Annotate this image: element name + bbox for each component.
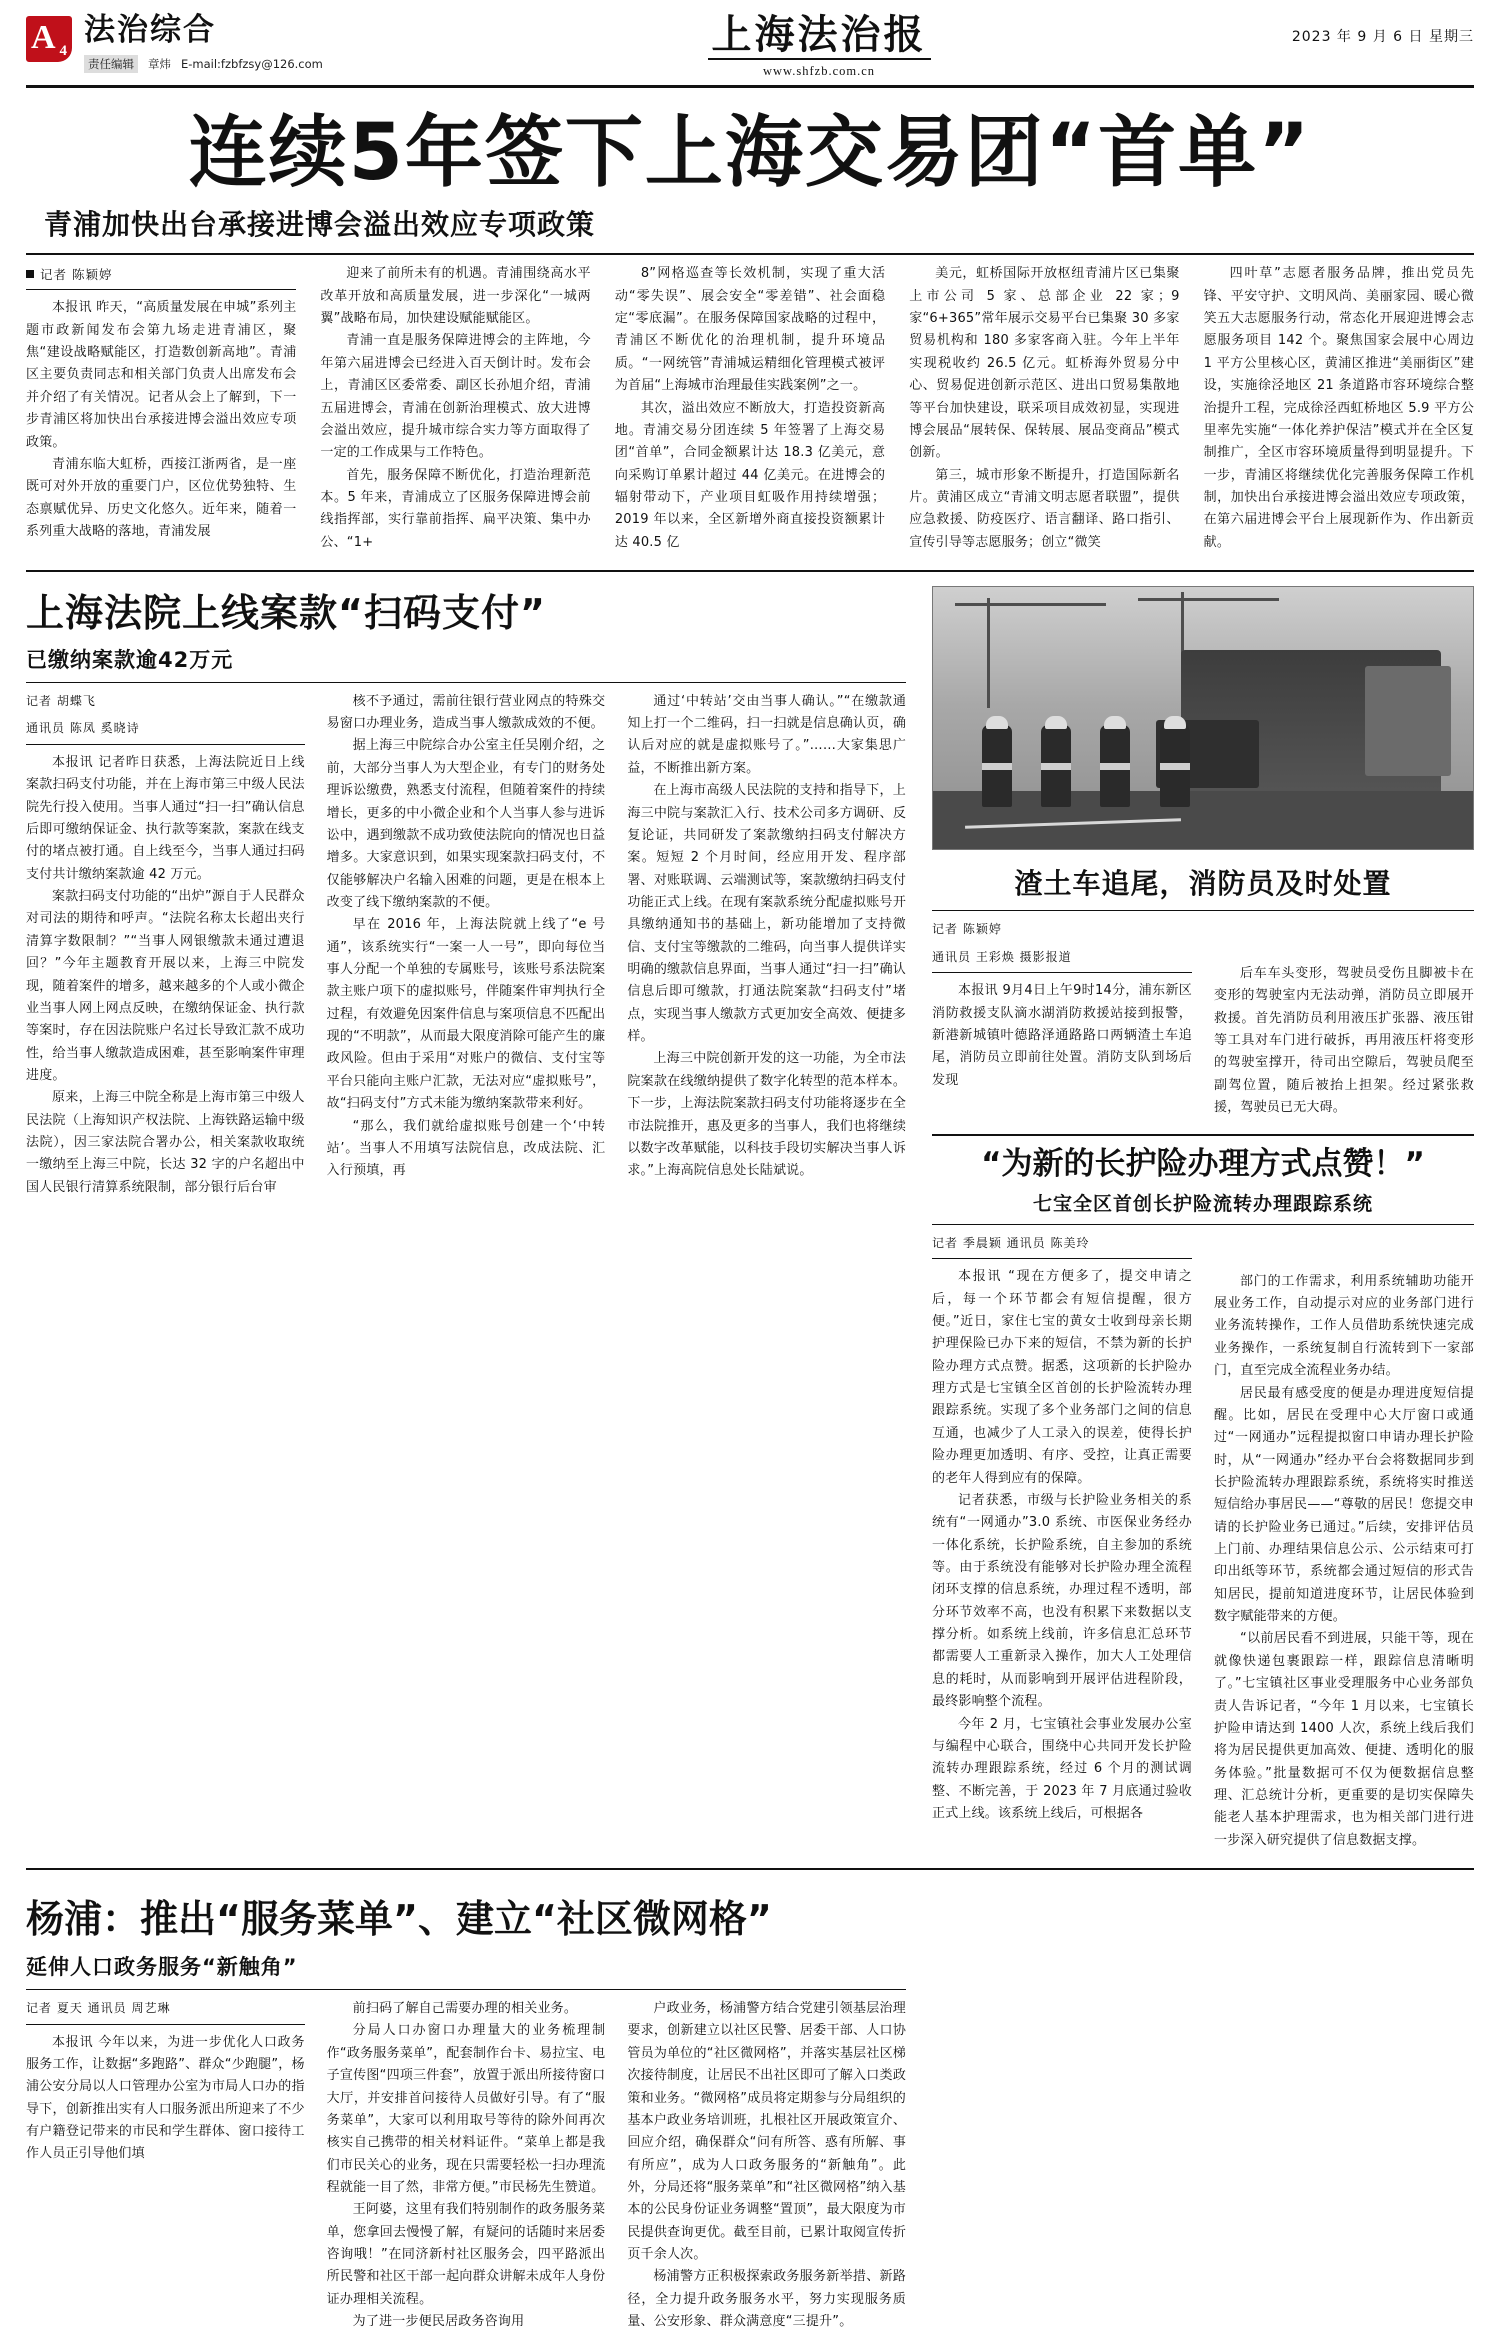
court-col1-text [26,752,305,1199]
court-article-title: 上海法院上线案款“扫码支付” [26,591,546,636]
photo-col-1 [932,919,1192,1120]
firefighter [1160,725,1190,807]
article-lead [26,110,1474,554]
article-court-payment [26,586,906,1852]
paragraph: 杨浦警方正积极探索政务服务新举措、新路径，全力提升政务服务水平，努力实现服务质量、公安形象、群众满意度“三提升”。 [627,2269,907,2330]
divider [26,1989,906,1990]
insurance-columns [932,1233,1474,1852]
divider [26,570,1474,572]
editor-info [84,55,464,73]
masthead-center [464,11,1174,79]
helmet-icon [1164,716,1186,729]
right-column [932,586,1474,1852]
paragraph: 分局人口办窗口办理量大的业务梳理制作“政务服务菜单”，配套制作台卡、易拉宝、电子宣传图“四项三件套”，放置于派出所接待窗口大厅，并安排首问接待人员做好引导。有了“服务菜单”，大家可以利用取号等待的除外间再次核实自己携带的相关材料证件。“菜单上都是我们市民关心的业务，现在只需要轻松一扫办理流程就能一目了然，非常方便。”市民杨先生赞道。 [326,2023,606,2195]
divider [26,289,296,290]
insurance-byline [932,1233,1192,1255]
editor-label: 责任编辑 [84,55,138,73]
issue-date: 2023 年 9 月 6 日 星期三 [1291,29,1474,45]
paragraph: 本报讯 “现在方便多了，提交申请之后，每一个环节都会有短信提醒，很方便。”近日，家住七宝的黄女士收到母亲长期护理保险已办下来的短信，不禁为新的长护险办理方式点赞。据悉，这项新的长护险办理方式是七宝镇全区首创的长护险流转办理跟踪系统。实现了多个业务部门之间的信息互通，也减少了人工录入的误差，使得长护险办理更加透明、有序、受控，让真正需要的老年人得到应有的保障。 [932,1269,1192,1486]
lead-byline [26,265,296,283]
yangpu-columns [26,1998,906,2333]
paragraph: 在上海市高级人民法院的支持和指导下，上海三中院与案款汇入行、技术公司多方调研、反复论证，共同研发了案款缴纳扫码支付解决方案。短短 2 个月时间，经应用开发、程序部署、对账联调、云端测试等，案款缴纳扫码支付功能正式上线。在现有案款系统分配虚拟账号开具缴纳通知书的基础上，新功能增加了支持微信、支付宝等缴款的二维码，向当事人提供详实明确的缴款信息界面，当事人通过“扫一扫”确认信息后即可缴款，打通法院案款“扫码支付”堵点，实现当事人缴款方式更加安全高效、便捷多样。 [627,783,907,1045]
paragraph: 本报讯 记者昨日获悉，上海法院近日上线案款扫码支付功能，并在上海市第三中级人民法院先行投入使用。当事人通过“扫一扫”确认信息后即可缴纳保证金、执行款等案款，案款在线支付的堵点被打通。自上线至今，当事人通过扫码支付共计缴纳案款逾 42 万元。 [26,754,305,882]
masthead [26,11,1474,88]
court-article-subtitle: 已缴纳案款逾42万元 [26,647,234,672]
lead-col-1 [26,263,296,554]
paragraph: 今年 2 月，七宝镇社会事业发展办公室与编程中心联合，围绕中心共同开发长护险流转办理跟踪系统，经过 6 个月的测试调整、不断完善，于 2023 年 7 月底通过验收正式上线。该系统上线后，可根据各 [932,1716,1192,1821]
bottom-right-spacer [932,1880,1474,2333]
paragraph: 本报讯 9月4日上午9时14分，浦东新区消防救援支队滴水湖消防救援站接到报警，新港新城镇叶德路泽通路路口两辆渣土车追尾，消防员立即前往处置。消防支队到场后发现 [932,983,1192,1088]
court-col-1 [26,691,305,1199]
divider [932,910,1474,911]
reflective-stripe [1041,763,1071,770]
yangpu-col2-text [327,1998,606,2333]
paper-url: www.shfzb.com.cn [762,64,876,78]
section-title: 法治综合 [84,12,216,48]
lead-col3-text [615,263,885,554]
firefighter [982,725,1012,807]
yangpu-col-3 [627,1998,906,2333]
paragraph: 王阿婆，这里有我们特别制作的政务服务菜单，您拿回去慢慢了解，有疑问的话随时来居委咨询哦！”在同济新村社区服务会，四平路派出所民警和社区干部一起向群众讲解未成年人身份证办理相关流程。 [326,2202,606,2307]
middle-band [26,586,1474,1852]
divider [932,1258,1192,1259]
photo-byline-1: 记者 陈颖婷 [932,922,1002,937]
reflective-stripe [982,763,1012,770]
paragraph: 后车车头变形，驾驶员受伤且脚被卡在变形的驾驶室内无法动弹，消防员立即展开救援。首先消防员利用液压扩张器、液压钳等工具对车门进行破拆，再用液压杆将变形的驾驶室撑开，待司出空隙后，驾驶员爬至副驾位置，随后被抬上担架。经过紧张救援，驾驶员已无大碍。 [1214,966,1474,1116]
lead-columns [26,263,1474,554]
photo-byline [932,919,1192,968]
fire-rescue-photo [932,586,1474,850]
paragraph: 本报讯 昨天，“高质量发展在申城”系列主题市政新闻发布会第九场走进青浦区，聚焦“建设战略赋能区，打造数创新高地”。青浦区主要负责同志和相关部门负责人出席发布会并介绍了有关情况。记者从会上了解到，下一步青浦区将加快出台承接进博会溢出效应专项政策。 [26,300,297,450]
paragraph: 四叶草”志愿者服务品牌，推出党员先锋、平安守护、文明风尚、美丽家园、暖心微笑五大志愿服务行动，常态化开展迎进博会志愿服务项目 142 个。聚焦国家会展中心周边 1 平方公里核心区，黄浦区推进“美丽街区”建设，实施徐泾地区 21 条道路市容环境综合整治提升工程，完成徐泾西虹桥地区 5.9 平方公里率先实施“一体化养护保洁”模式并在全区复制推广，全区市容环境质量得到明显提升。下一步，青浦区将继续优化完善服务保障工作机制，加快出台承接进博会溢出效应专项政策，在第六届进博会平台上展现新作为、作出新贡献。 [1203,266,1475,550]
divider [26,2024,305,2025]
lead-col-4 [909,263,1179,554]
lead-col2-text [320,263,590,554]
photo-col1-text [932,980,1192,1092]
yangpu-byline-text: 记者 夏天 通讯员 周艺琳 [26,2001,171,2016]
court-byline-2: 通讯员 陈凤 奚晓诗 [26,721,140,736]
paragraph: 原来，上海三中院全称是上海市第三中级人民法院（上海知识产权法院、上海铁路运输中级法院），因三家法院合署办公，相关案款收取统一缴纳至上海三中院，长达 32 字的户名超出中国人民银行清算系统限制，部分银行后台审 [26,1090,305,1195]
court-col2-text [327,691,606,1183]
divider [932,1134,1474,1136]
paragraph: 其次，溢出效应不断放大，打造投资新高地。青浦交易分团连续 5 年签署了上海交易团“首单”，合同金额累计达 18.3 亿美元，意向采购订单累计超过 44 亿美元。在进博会的辐射带动下，产业项目虹吸作用持续增强；2019 年以来，全区新增外商直接投资额累计达 40.5 亿 [614,400,886,550]
yangpu-byline [26,1998,305,2020]
article-yangpu [26,1880,906,2333]
paragraph: “那么，我们就给虚拟账号创建一个‘中转站’。当事人不用填写法院信息，改成法院、汇入行预填，再 [326,1118,606,1179]
yangpu-col3-text [627,1998,906,2333]
divider [26,682,906,683]
page-number-badge [26,16,72,62]
helmet-icon [1104,716,1126,729]
court-col-2 [327,691,606,1199]
page-badge-letter: A [31,19,56,56]
insurance-article-title: “为新的长护险办理方式点赞！” [981,1145,1425,1182]
helmet-icon [986,716,1008,729]
court-byline [26,691,305,740]
insurance-col-2 [1214,1233,1474,1852]
insurance-byline-text: 记者 季晨颖 通讯员 陈美玲 [932,1235,1090,1250]
photo-col-2 [1214,919,1474,1120]
paragraph: 为了进一步便民居政务咨询用 [352,2314,525,2330]
court-col3-text [627,691,906,1183]
helmet-icon [1045,716,1067,729]
yangpu-col-1 [26,1998,305,2333]
paragraph: 前扫码了解自己需要办理的相关业务。 [352,2001,578,2017]
lead-col4-text [909,263,1179,554]
yangpu-article-subtitle: 延伸人口政务服务“新触角” [26,1955,298,1980]
paragraph: 记者获悉，市级与长护险业务相关的系统有“一网通办”3.0 系统、市医保业务经办一体化系统，长护险系统，自主参加的系统等。由于系统没有能够对长护险办理全流程闭环支撑的信息系统，办理过程不透明，部分环节效率不高，也没有积累下来数据以支撑分析。如系统上线前，许多信息汇总环节都需要人工重新录入操作，加大人工处理信息的耗时，从而影响到开展评估进程阶段，最终影响整个流程。 [932,1492,1192,1710]
paragraph: 核不予通过，需前往银行营业网点的特殊交易窗口办理业务，造成当事人缴款成效的不便。 [326,693,606,732]
paragraph: 上海三中院创新开发的这一功能，为全市法院案款在线缴纳提供了数字化转型的范本样本。下一步，上海法院案款扫码支付功能将逐步在全市法院推开，惠及更多的当事人，我们也将继续以数字改革赋能，以科技手段切实解决当事人诉求。”上海高院信息处长陆斌说。 [627,1051,907,1179]
photo-col2-text [1214,919,1474,1120]
paragraph: 8”网格巡查等长效机制，实现了重大活动“零失误”、展会安全“零差错”、社会面稳定“零底漏”。在服务保障国家战略的过程中，青浦区不断优化的治理机制，提升环境品质。“一网统管”青浦城运精细化管理模式被评为首届“上海城市治理最佳实践案例”之一。 [614,266,886,394]
paragraph: 居民最有感受度的便是办理进度短信提醒。比如，居民在受理中心大厅窗口或通过“一网通办”远程提拟窗口申请办理长护险时，从“一网通办”经办平台会将数据同步到长护险流转办理跟踪系统，系统将实时推送短信给办事居民——“尊敬的居民！您提交申请的长护险业务已通过。”后续，安排评估员上门前、办理结果信息公示、公示结束可打印出纸等环节，系统都会通过短信的形式告知居民，提前知道进度环节，让居民体验到数字赋能带来的方便。 [1214,1385,1474,1625]
crane-icon [987,598,990,708]
crane-icon [955,603,1106,606]
paragraph: 首先，服务保障不断优化，打造治理新范本。5 年来，青浦成立了区服务保障进博会前线指挥部，实行靠前指挥、扁平决策、集中办公、“1+ [320,467,591,550]
paragraph: 青浦一直是服务保障进博会的主阵地，今年第六届进博会已经进入百天倒计时。发布会上，青浦区区委常委、副区长孙旭介绍，青浦五届进博会，青浦在创新治理模式、放大进博会溢出效应，提升城市综合实力等方面取得了一定的工作成果与工作特色。 [320,333,591,461]
crane-icon [1138,598,1278,601]
divider [932,972,1192,973]
page-badge-number: 4 [59,43,67,59]
lead-col-5 [1204,263,1474,554]
lead-byline-text: 记者 陈颖婷 [40,267,113,283]
paragraph: 早在 2016 年，上海法院就上线了“e 号通”，该系统实行“一案一人一号”，即向每位当事人分配一个单独的专属账号，该账号系法院案款主账户项下的虚拟账号，伴随案件审判执行全过程，有效避免因案件信息与案项信息不匹配出现的“不明款”，从而最大限度消除可能产生的廉政风险。但由于采用“对账户的微信、支付宝等平台只能向主账户汇款，无法对应“虚拟账号”，故“扫码支付”方式未能为缴纳案款带来利好。 [326,917,606,1112]
paragraph: 部门的工作需求，利用系统辅助功能开展业务工作，自动提示对应的业务部门进行业务流转操作，工作人员借助系统快速完成业务操作，一系统复制自行流转到下一家部门，直至完成全流程业务办结。 [1214,1273,1474,1379]
lead-subhead: 青浦加快出台承接进博会溢出效应专项政策 [44,208,596,242]
paper-title: 上海法治报 [708,14,931,60]
truck-cab [1365,666,1451,776]
court-columns [26,691,906,1199]
bottom-band [26,1880,1474,2333]
divider [26,744,305,745]
lead-headline: 连续5年签下上海交易团“首单” [188,108,1312,198]
paragraph: 美元，虹桥国际开放枢纽青浦片区已集聚上市公司 5 家、总部企业 22 家；9 家“6+365”常年展示交易平台已集聚 30 多家贸易机构和 180 多家客商入驻。今年上半年实现税收约 26.5 亿元。虹桥海外贸易分中心、贸易促进创新示范区、进出口贸易集散地等平台加快建设，联采项目成效初显，实现进博会展品“展转保、保转展、展品变商品”模式创新。 [909,266,1180,461]
paragraph: 第三，城市形象不断提升，打造国际新名片。黄浦区成立“青浦文明志愿者联盟”，提供应急救援、防疫医疗、语言翻译、路口指引、宣传引导等志愿服务；创立“微笑 [909,467,1180,550]
masthead-left [84,14,464,73]
photo-ground [933,791,1473,849]
firefighter [1100,725,1130,807]
editor-name: 章炜 [148,56,171,71]
photo-byline-2: 通讯员 王彩焕 摄影报道 [932,949,1072,964]
yangpu-article-title: 杨浦：推出“服务菜单”、建立“社区微网格” [26,1897,772,1942]
court-col-3 [627,691,906,1199]
photo-article-columns [932,919,1474,1120]
paragraph: 案款扫码支付功能的“出炉”源自于人民群众对司法的期待和呼声。“法院名称太长超出夹行清算字数限制？”“当事人网银缴款未通过遭退回？”今年主题教育开展以来，上海三中院发现，随着案件的增多，越来越多的个人或小微企业当事人网上网点反映，在缴纳保证金、执行款等案时，存在因法院账户名过长导致汇款不成功性，给当事人缴款造成困难，甚至影响案件审理进度。 [26,889,305,1083]
paragraph: 青浦东临大虹桥，西接江浙两省，是一座既可对外开放的重要门户，区位优势独特、生态禀赋优异、历史文化悠久。近年来，随着一系列重大战略的落地，青浦发展 [26,456,297,539]
paragraph: 通过‘中转站’交由当事人确认。”“在缴款通知上打一个二维码，扫一扫就是信息确认页，确认后对应的就是虚拟账号了。”……大家集思广益，不断推出新方案。 [627,693,907,776]
yangpu-col-2 [327,1998,606,2333]
lead-col-3 [615,263,885,554]
paragraph: 据上海三中院综合办公室主任吴刚介绍，之前，大部分当事人为大型企业，有专门的财务处理诉讼缴费，熟悉支付流程，但随着案件的持续增长，更多的中小微企业和个人当事人参与进诉讼中，遇到缴款不成功致使法院向的情况也日益增多。大家意识到，如果实现案款扫码支付，不仅能够解决户名输入困难的问题，更是在根本上改变了线下缴纳案款的不便。 [326,738,606,910]
paragraph: 户政业务，杨浦警方结合党建引领基层治理要求，创新建立以社区民警、居委干部、人口协管员为单位的“社区微网格”，并落实基层社区梯次接待制度，让居民不出社区即可了解入口类政策和业务。“微网格”成员将定期参与分局组织的基本户政业务培训班，扎根社区开展政策宣介、回应介绍，确保群众“问有所答、惑有所解、事有所应”，成为人口政务服务的“新触角”。此外，分局还将“服务菜单”和“社区微网格”纳入基本的公民身份证业务调整“置顶”，最大限度为市民提供查询更优。截至目前，已累计取阅宣传折页千余人次。 [627,2001,907,2263]
reflective-stripe [1160,763,1190,770]
divider [26,1868,1474,1870]
insurance-col2-text [1214,1233,1474,1852]
yangpu-col1-text [26,2032,305,2166]
lead-col1-text [26,297,296,543]
divider [26,253,1474,255]
insurance-col-1 [932,1233,1192,1852]
paragraph: 迎来了前所未有的机遇。青浦围绕高水平改革开放和高质量发展，进一步深化“一城两翼”战略布局，加快建设赋能赋能区。 [320,266,591,327]
reflective-stripe [1100,763,1130,770]
lead-col-2 [320,263,590,554]
byline-square-icon [26,270,34,278]
paragraph: 本报讯 今年以来，为进一步优化人口政务服务工作，让数据“多跑路”、群众“少跑腿”，杨浦公安分局以人口管理办公室为市局人口办的指导下，创新推出实有人口服务派出所迎来了不少有户籍登记带来的市民和学生群体、窗口接待工作人员正引导他们填 [26,2034,305,2162]
insurance-article-subtitle: 七宝全区首创长护险流转办理跟踪系统 [1032,1192,1373,1215]
insurance-col1-text [932,1266,1192,1825]
editor-email: E-mail:fzbfzsy@126.com [181,56,323,71]
divider [932,1224,1474,1225]
paragraph: “以前居民看不到进展，只能干等，现在就像快递包裹跟踪一样，跟踪信息清晰明了。”七宝镇社区事业受理服务中心业务部负责人告诉记者，“今年 1 月以来，七宝镇长护险申请达到 1400 人次，系统上线后我们将为居民提供更加高效、便捷、透明化的服务体验。”批量数据可不仅为便数据信息整理、汇总统计分析，更重要的是切实保障失能老人基本护理需求，也为相关部门进行进一步深入研究提供了信息数据支撑。 [1214,1631,1474,1848]
firefighter [1041,725,1071,807]
photo-caption-title: 渣土车追尾，消防员及时处置 [1014,867,1392,901]
lead-col5-text [1204,263,1474,554]
court-byline-1: 记者 胡蝶飞 [26,693,96,708]
